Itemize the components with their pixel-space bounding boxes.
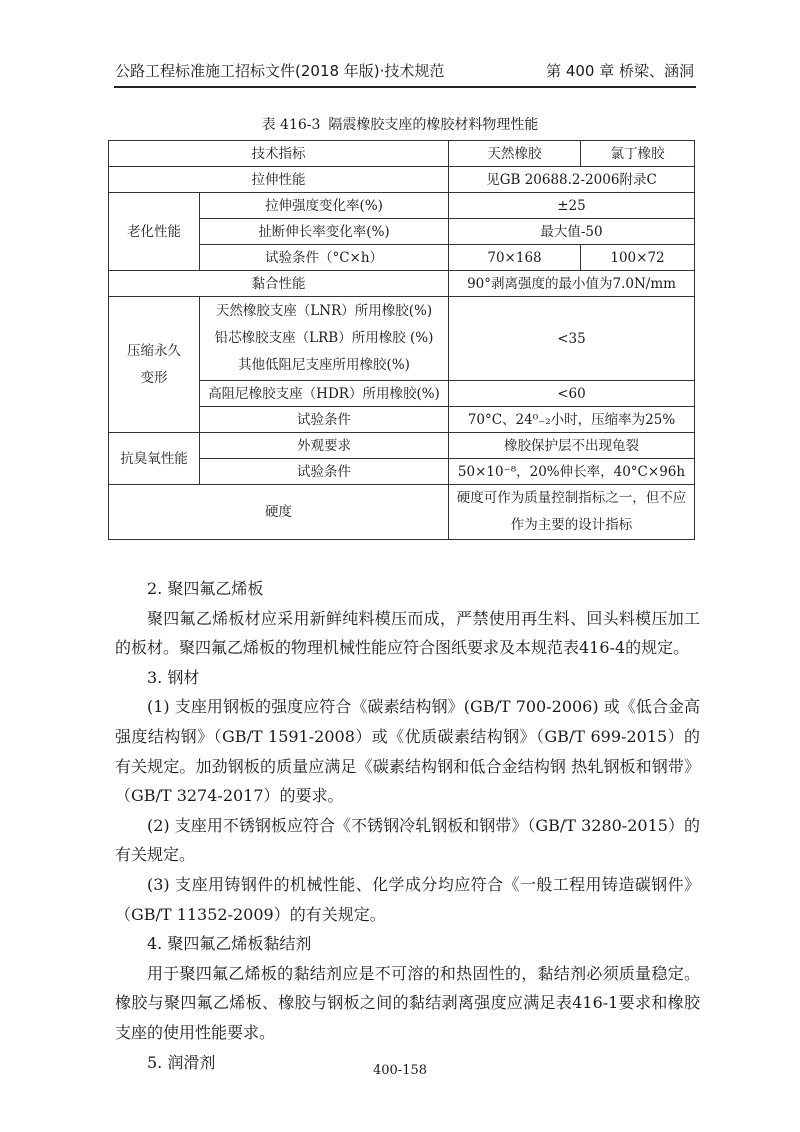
rubber-properties-table	[108, 140, 695, 540]
tensile-label: 拉伸性能	[109, 167, 449, 193]
hdr-label: 高阻尼橡胶支座（HDR）所用橡胶(%)	[200, 381, 449, 407]
aging-elongation-label: 扯断伸长率变化率(%)	[200, 219, 449, 245]
ozone-appearance-label: 外观要求	[200, 433, 449, 459]
table-row	[109, 485, 695, 540]
section-heading-ptfe-plate: 2. 聚四氟乙烯板	[147, 579, 264, 598]
lnr-label: 天然橡胶支座（LNR）所用橡胶(%)	[215, 303, 433, 319]
compression-test-value: 70°C、24⁰₋₂小时，压缩率为25%	[449, 407, 695, 433]
adhesion-value: 90°剥离强度的最小值为7.0N/mm	[449, 271, 695, 297]
running-header-title: 公路工程标准施工招标文件(2018 年版)·技术规范	[115, 62, 445, 80]
ozone-label: 抗臭氧性能	[109, 433, 200, 485]
header-natural-rubber: 天然橡胶	[449, 141, 581, 167]
compression-test-label: 试验条件	[200, 407, 449, 433]
table-row	[109, 271, 695, 297]
hdr-value: <60	[449, 381, 695, 407]
ozone-test-value: 50×10⁻⁸，20%伸长率，40°C×96h	[449, 459, 695, 485]
aging-test-neoprene: 100×72	[581, 245, 695, 271]
paragraph-steel-plate: (1) 支座用钢板的强度应符合《碳素结构钢》(GB/T 700-2006) 或《低合金高强度结构钢》（GB/T 1591-2008）或《优质碳素结构钢》（GB/T 699-2015）的有关规定。加劲钢板的质量应满足《碳素结构钢和低合金结构钢 热轧钢板和钢带》（GB/T 3274-2017）的要求。	[115, 697, 700, 806]
table-row	[109, 167, 695, 193]
header-divider	[114, 86, 696, 88]
paragraph-cast-steel: (3) 支座用铸钢件的机械性能、化学成分均应符合《一般工程用铸造碳钢件》（GB/T 11352-2009）的有关规定。	[115, 874, 700, 924]
header-neoprene: 氯丁橡胶	[581, 141, 695, 167]
table-title: 隔震橡胶支座的橡胶材料物理性能	[328, 117, 539, 133]
other-low-damping-label: 其他低阻尼支座所用橡胶(%)	[238, 357, 410, 373]
aging-elongation-value: 最大值-50	[449, 219, 695, 245]
page-number: 400-158	[372, 1063, 428, 1078]
section-heading-lubricant: 5. 润滑剂	[147, 1052, 216, 1072]
table-row	[109, 297, 695, 381]
aging-label: 老化性能	[109, 193, 200, 271]
section-heading-steel: 3. 钢材	[147, 667, 200, 687]
adhesion-label: 黏合性能	[109, 271, 449, 297]
aging-test-natural: 70×168	[449, 245, 581, 271]
hardness-value	[449, 485, 695, 540]
section-heading-ptfe-adhesive: 4. 聚四氟乙烯板黏结剂	[147, 934, 312, 954]
compression-set-label	[109, 297, 200, 433]
header-indicator: 技术指标	[109, 141, 449, 167]
lrb-label: 铅芯橡胶支座（LRB）所用橡胶 (%)	[214, 330, 434, 346]
hardness-value-line1: 硬度可作为质量控制指标之一，但不应	[456, 490, 687, 506]
ozone-test-label: 试验条件	[200, 459, 449, 485]
aging-strength-label: 拉伸强度变化率(%)	[200, 193, 449, 219]
running-header-chapter: 第 400 章 桥梁、涵洞	[546, 62, 694, 80]
ozone-appearance-value: 橡胶保护层不出现龟裂	[449, 433, 695, 459]
aging-test-label: 试验条件（°C×h）	[200, 245, 449, 271]
compression-set-rubber-types	[200, 297, 449, 381]
tensile-value: 见GB 20688.2-2006附录C	[449, 167, 695, 193]
table-number: 表 416-3	[261, 117, 321, 133]
table-row	[109, 193, 695, 219]
aging-strength-value: ±25	[449, 193, 695, 219]
paragraph-stainless-steel: (2) 支座用不锈钢板应符合《不锈钢冷轧钢板和钢带》（GB/T 3280-2015）的有关规定。	[115, 815, 700, 865]
hardness-label: 硬度	[109, 485, 449, 540]
body-text	[115, 574, 700, 1077]
paragraph-ptfe-plate: 聚四氟乙烯板材应采用新鲜纯料模压而成，严禁使用再生料、回头料模压加工的板材。聚四氟乙烯板的物理机械性能应符合图纸要求及本规范表416-4的规定。	[115, 608, 700, 658]
hardness-value-line2: 作为主要的设计指标	[510, 517, 633, 533]
paragraph-ptfe-adhesive: 用于聚四氟乙烯板的黏结剂应是不可溶的和热固性的，黏结剂必须质量稳定。橡胶与聚四氟乙烯板、橡胶与钢板之间的黏结剥离强度应满足表416-1要求和橡胶支座的使用性能要求。	[115, 963, 700, 1042]
compression-set-label-line1: 压缩永久	[127, 342, 181, 359]
table-header-row	[109, 141, 695, 167]
compression-set-label-line2: 变形	[140, 369, 168, 386]
table-row	[109, 433, 695, 459]
table-caption	[0, 114, 800, 134]
compression-set-low-value: <35	[449, 297, 695, 381]
